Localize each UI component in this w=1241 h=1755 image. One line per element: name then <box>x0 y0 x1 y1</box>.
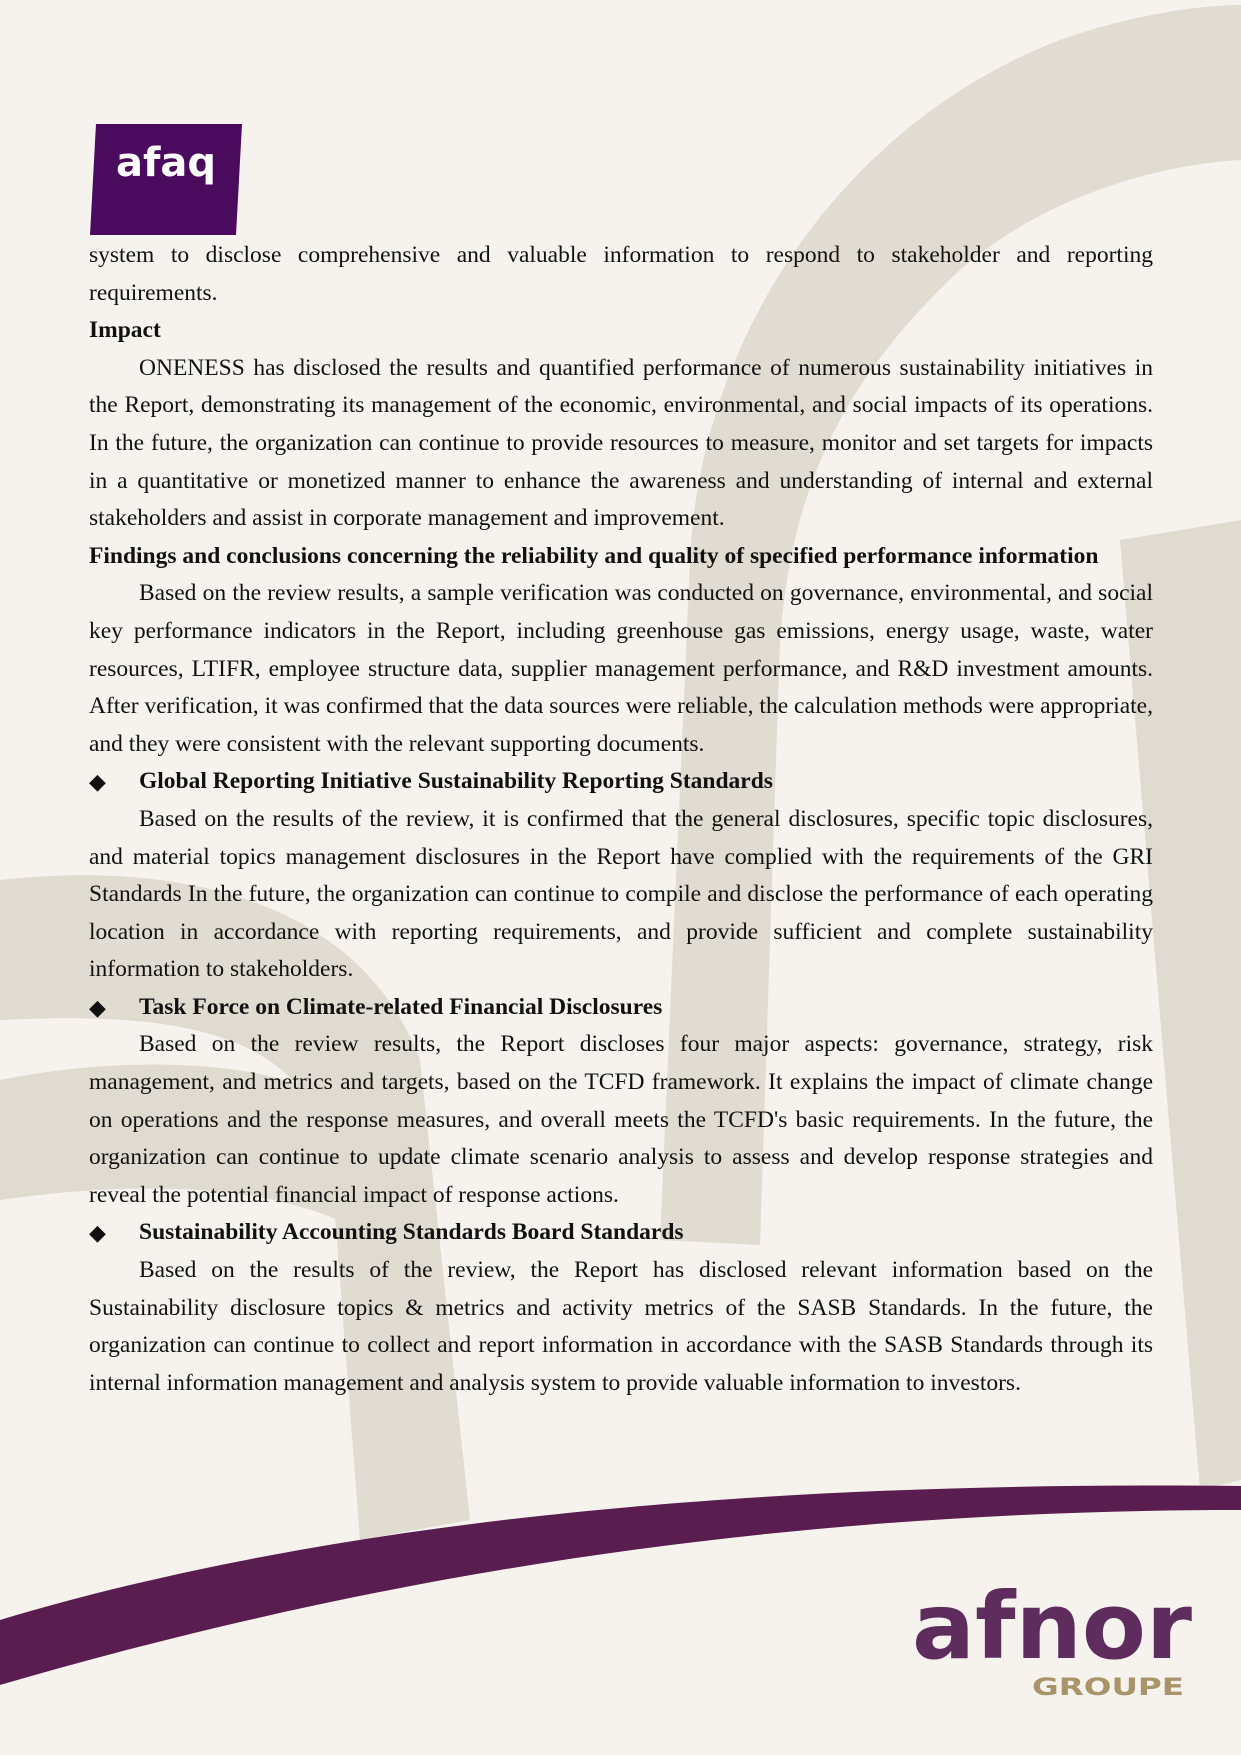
afaq-logo-text: afaq <box>115 140 217 186</box>
diamond-bullet-icon: ◆ <box>89 1220 106 1246</box>
diamond-bullet-icon: ◆ <box>89 769 106 795</box>
bullet-section-heading <box>89 989 1153 1027</box>
diamond-bullet-icon: ◆ <box>89 994 106 1020</box>
afaq-logo <box>90 124 242 235</box>
bullet-section-heading <box>89 763 1153 801</box>
bullet-heading-text: Global Reporting Initiative Sustainability Reporting Standards <box>139 768 773 795</box>
body-paragraph: Based on the results of the review, the Report has disclosed relevant information based on the Sustainability disclosure topics & metrics and activity metrics of the SASB Standards. In the future, the organization can continue to collect and report information in accordance with the SASB Standards through its internal information management and analysis system to provide valuable information to investors. <box>89 1257 1153 1396</box>
body-paragraph: ONENESS has disclosed the results and quantified performance of numerous sustainability initiatives in the Report, demonstrating its management of the economic, environmental, and social impacts of its operations. In the future, the organization can continue to provide resources to measure, monitor and set targets for impacts in a quantitative or monetized manner to enhance the awareness and understanding of internal and external stakeholders and assist in corporate management and improvement. <box>89 354 1153 532</box>
body-paragraph: Based on the review results, the Report discloses four major aspects: governance, strategy, risk management, and metrics and targets, based on the TCFD framework. It explains the impact of climate change on operations and the response measures, and overall meets the TCFD's basic requirements. In the future, the organization can continue to update climate scenario analysis to assess and develop response strategies and reveal the potential financial impact of response actions. <box>89 1031 1153 1208</box>
section-heading: Findings and conclusions concerning the reliability and quality of specified performance information <box>89 542 1099 569</box>
bullet-heading-text: Task Force on Climate-related Financial Disclosures <box>139 993 663 1020</box>
bullet-heading-text: Sustainability Accounting Standards Board Standards <box>139 1219 684 1246</box>
body-paragraph: Based on the review results, a sample verification was conducted on governance, environmental, and social key performance indicators in the Report, including greenhouse gas emissions, energy usage, waste, water resources, LTIFR, employee structure data, supplier management performance, and R&D investment amounts. After verification, it was confirmed that the data sources were reliable, the calculation methods were appropriate, and they were consistent with the relevant supporting documents. <box>89 580 1153 757</box>
section-heading: Impact <box>89 317 161 344</box>
afnor-logo-subtext: GROUPE <box>1032 1673 1184 1701</box>
body-paragraph: Based on the results of the review, it is confirmed that the general disclosures, specific topic disclosures, and material topics management disclosures in the Report have complied with the requirements of the GRI Standards In the future, the organization can continue to compile and disclose the performance of each operating location in accordance with reporting requirements, and provide sufficient and complete sustainability information to stakeholders. <box>89 805 1153 983</box>
document-body <box>89 237 1153 1402</box>
afnor-logo-text: afnor <box>912 1578 1193 1680</box>
body-paragraph: system to disclose comprehensive and valuable information to respond to stakeholder and reporting requirements. <box>89 242 1153 306</box>
afnor-groupe-logo <box>912 1578 1202 1703</box>
bullet-section-heading <box>89 1214 1153 1252</box>
